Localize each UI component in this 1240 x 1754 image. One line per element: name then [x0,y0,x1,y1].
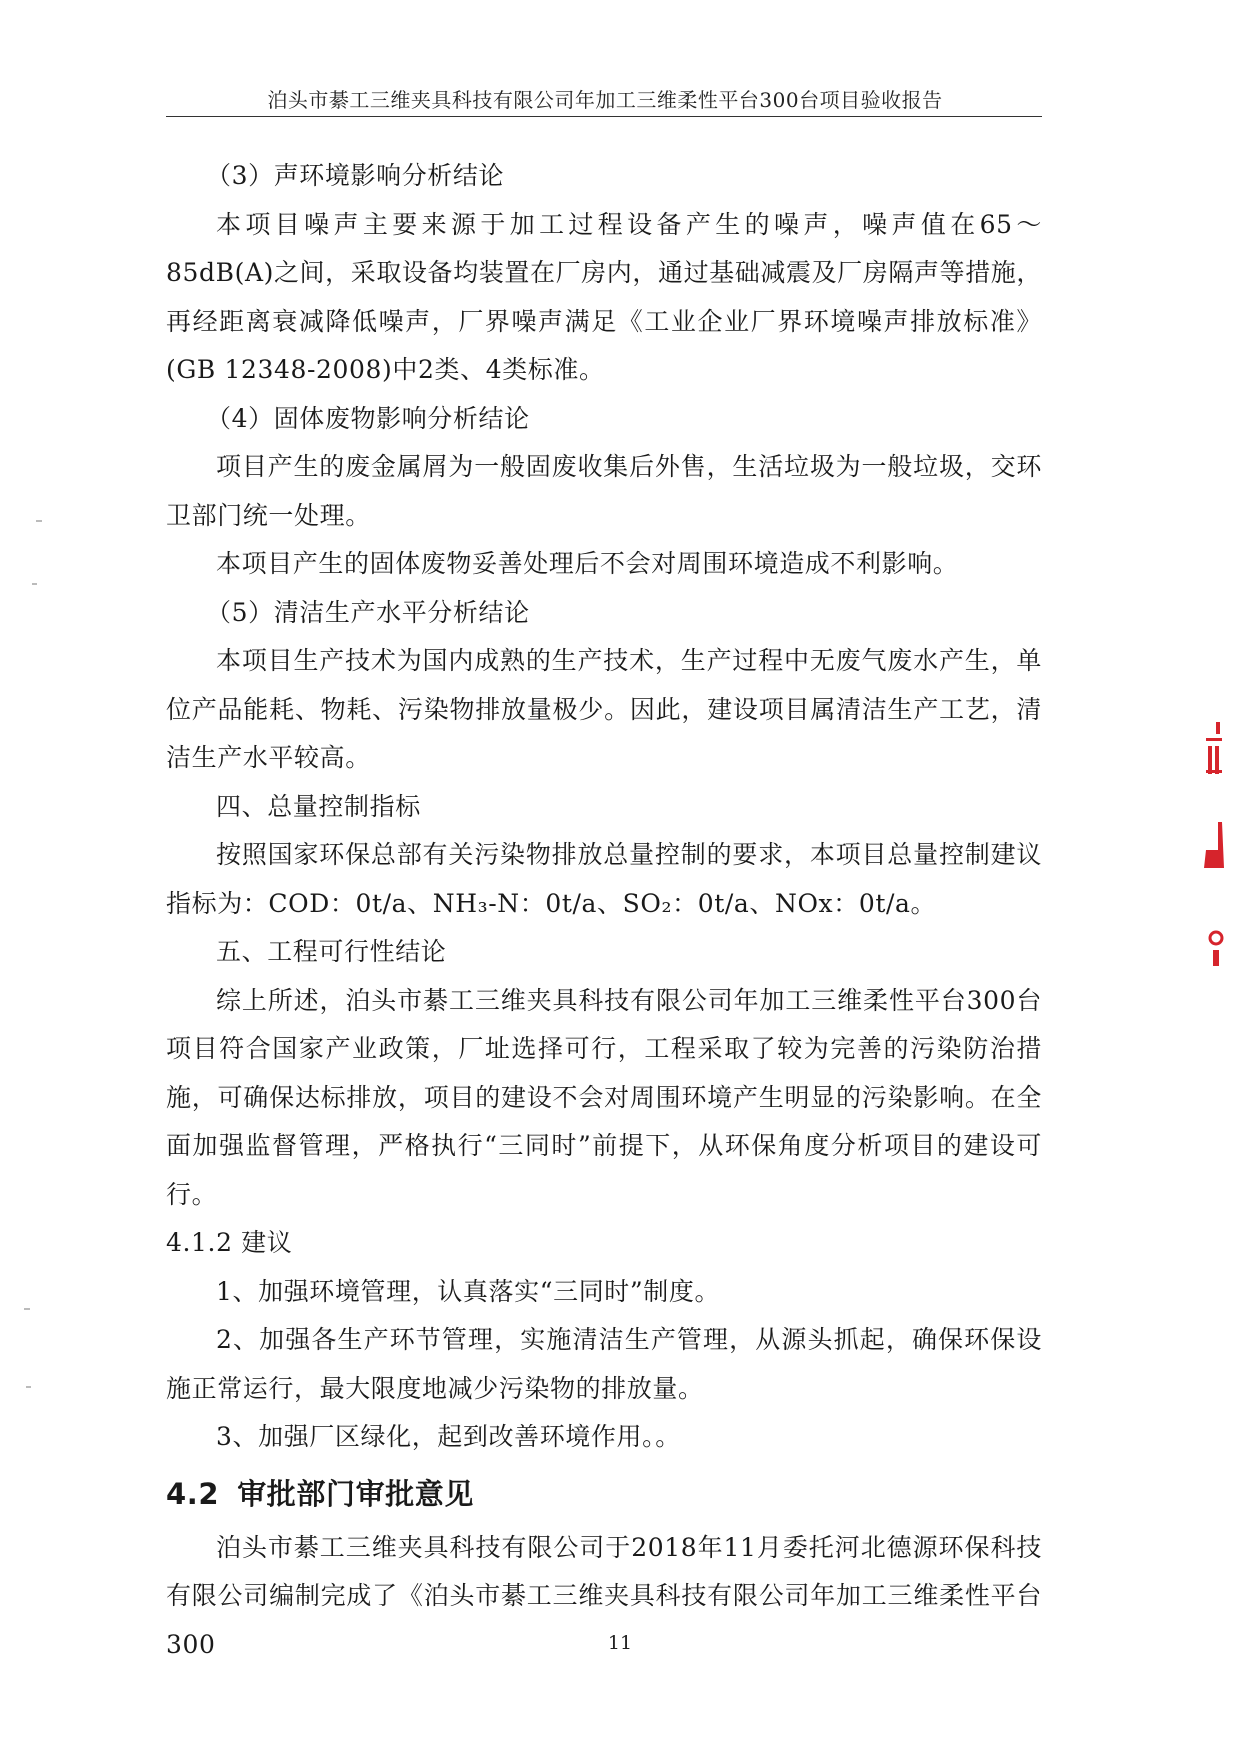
paragraph-solid-waste-1: 项目产生的废金属屑为一般固废收集后外售，生活垃圾为一般垃圾，交环卫部门统一处理。 [166,452,1042,530]
seal-fragment-icon [1202,928,1226,968]
header-rule [166,116,1042,117]
scan-mark [32,583,37,585]
heading-feasibility: 五、工程可行性结论 [216,937,447,966]
paragraph-feasibility: 综上所述，泊头市綦工三维夹具科技有限公司年加工三维柔性平台300台项目符合国家产业政策，厂址选择可行，工程采取了较为完善的污染防治措施，可确保达标排放，项目的建设不会对周围环境产生明显的污染影响。在全面加强监督管理，严格执行“三同时”前提下，从环保角度分析项目的建设可行。 [166,985,1042,1209]
section-title-text: 审批部门审批意见 [237,1476,474,1511]
heading-total-control: 四、总量控制指标 [216,791,421,821]
subheading-clean-production: （5）清洁生产水平分析结论 [206,597,530,627]
section-number: 4.2 [166,1476,220,1511]
page-number: 11 [607,1632,633,1654]
scan-mark [26,1386,31,1388]
subheading-noise: （3）声环境影响分析结论 [206,161,505,190]
paragraph-approval: 泊头市綦工三维夹具科技有限公司于2018年11月委托河北德源环保科技有限公司编制完成了《泊头市綦工三维夹具科技有限公司年加工三维柔性平台300 [166,1532,1042,1659]
paragraph-total-control: 按照国家环保总部有关污染物排放总量控制的要求，本项目总量控制建议指标为：COD：0t/a、NH₃-N：0t/a、SO₂：0t/a、NOx：0t/a。 [166,840,1042,918]
scan-mark [24,1308,30,1310]
seal-fragment-icon [1202,820,1226,870]
running-header: 泊头市綦工三维夹具科技有限公司年加工三维柔性平台300台项目验收报告 [267,88,943,112]
suggestion-2: 2、加强各生产环节管理，实施清洁生产管理，从源头抓起，确保环保设施正常运行，最大限度地减少污染物的排放量。 [166,1325,1042,1403]
suggestion-3: 3、加强厂区绿化，起到改善环境作用。。 [216,1422,681,1451]
heading-suggestions: 4.1.2 建议 [166,1228,293,1257]
paragraph-solid-waste-2: 本项目产生的固体废物妥善处理后不会对周围环境造成不利影响。 [216,549,959,578]
paragraph-noise: 本项目噪声主要来源于加工过程设备产生的噪声，噪声值在65～85dB(A)之间，采取设备均装置在厂房内，通过基础减震及厂房隔声等措施，再经距离衰减降低噪声，厂界噪声满足《工业企业厂界环境噪声排放标准》(GB 12348-2008)中2类、4类标准。 [166,209,1042,384]
section-heading [166,1468,1042,1520]
document-body [166,152,1042,1669]
paragraph-clean-production: 本项目生产技术为国内成熟的生产技术，生产过程中无废气废水产生，单位产品能耗、物耗、污染物排放量极少。因此，建设项目属清洁生产工艺，清洁生产水平较高。 [166,646,1042,772]
subheading-solid-waste: （4）固体废物影响分析结论 [206,403,530,433]
seal-fragment-icon [1202,720,1226,780]
scan-mark [36,520,42,522]
suggestion-1: 1、加强环境管理，认真落实“三同时”制度。 [216,1276,721,1306]
